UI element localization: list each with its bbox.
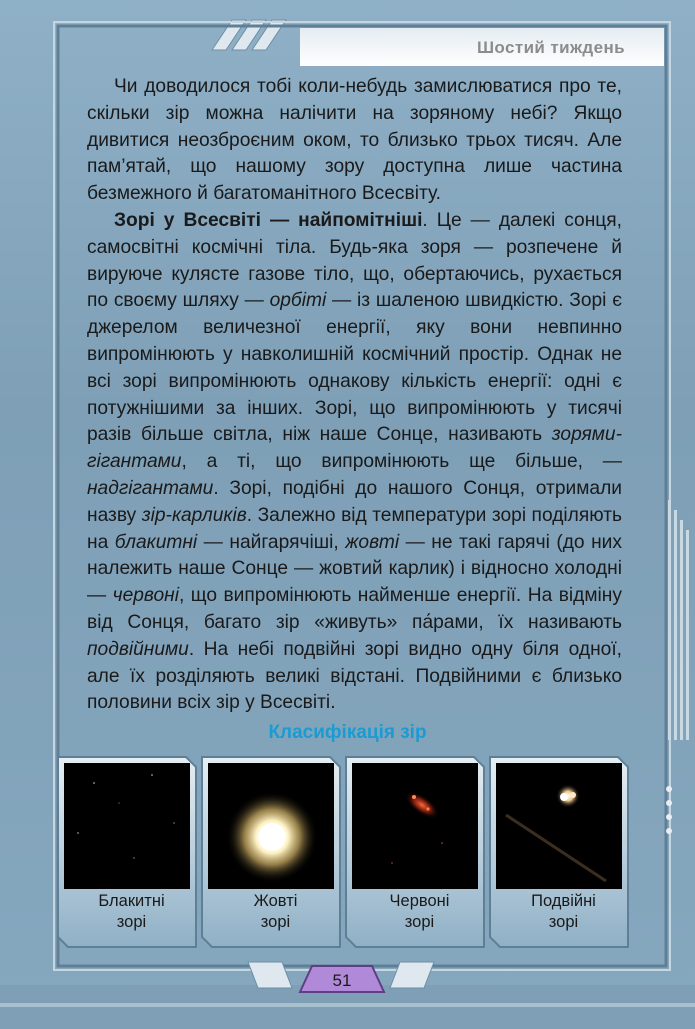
main-text	[87, 74, 622, 717]
card-binary-stars	[490, 757, 625, 947]
card-label: Подвійні зорі	[531, 892, 596, 931]
classification-title: Класифікація зір	[268, 722, 427, 743]
term-supergiants: надгігантами	[87, 477, 214, 499]
red-stars-photo	[352, 763, 478, 889]
term-orbit: орбіті	[269, 290, 327, 312]
paragraph-stars: Зорі у Всесвіті — найпомітніші. Це — далекі сонця, самосвітні космічні тіла. Будь-яка зоря — розпечене й вируюче кулясте газове тіло, що, обертаючись, рухається по своєму шляху — орбіті — із шаленою швидкістю. Зорі є джерелом величезної енергії, яку вони невпинно випромінюють у навколишній космічний простір. Однак не всі зорі випромінюють однакову кількість енергії: одні є потужнішими за інших. Зорі, що випромінюють у тисячі разів більше світла, ніж наше Сонце, називають зорями-гігантами, а ті, що випромінюють ще більше, — надгігантами. Зорі, подібні до нашого Сонця, отримали назву зір-карликів. Залежно від температури зорі поділяють на блакитні — найгарячіші, жовті — не такі гарячі (до них належить наше Сонце — жовтий карлик) і відносно холодні — червоні, що випромінюють найменше енергії. На відміну від Сонця, багато зір «живуть» па́рами, їх називають подвійними. На небі подвійні зорі видно одну біля одної, але їх розділяють великі відстані. Подвійними є близько половини всіх зір у Всесвіті.	[87, 209, 622, 714]
side-dot	[666, 786, 672, 792]
side-dot	[666, 814, 672, 820]
blue-stars-photo	[64, 763, 190, 889]
side-dot	[666, 828, 672, 834]
paragraph-intro: Чи доводилося тобі коли-небудь замислюватися про те, скільки зір можна налічити на зоряному небі? Якщо дивитися неозброєним оком, то близько трьох тисяч. Але пам’ятай, що нашому зору доступна лише частина безмежного й багатоманітного Всесвіту.	[87, 76, 622, 205]
term-dwarfs: зір-карликів	[141, 504, 247, 526]
card-label: Жовті зорі	[253, 892, 298, 931]
binary-stars-photo	[496, 763, 622, 889]
week-label: Шостий тиждень	[476, 38, 625, 57]
card-yellow-stars	[202, 757, 337, 947]
yellow-stars-photo	[208, 763, 334, 889]
term-binary: подвійними	[87, 638, 189, 660]
term-red: червоні	[112, 585, 180, 607]
side-dot	[666, 800, 672, 806]
card-blue-stars	[58, 757, 193, 947]
side-stripes-decoration	[668, 500, 689, 740]
term-giants: зорями-гігантами	[87, 424, 622, 473]
card-label: Блакитні зорі	[98, 892, 165, 931]
card-label: Червоні зорі	[389, 892, 450, 931]
stars-heading: Зорі у Всесвіті — найпомітніші	[114, 209, 423, 231]
card-red-stars	[346, 757, 481, 947]
term-yellow: жовті	[345, 531, 400, 553]
page-number: 51	[332, 971, 352, 990]
term-blue: блакитні	[114, 531, 198, 553]
